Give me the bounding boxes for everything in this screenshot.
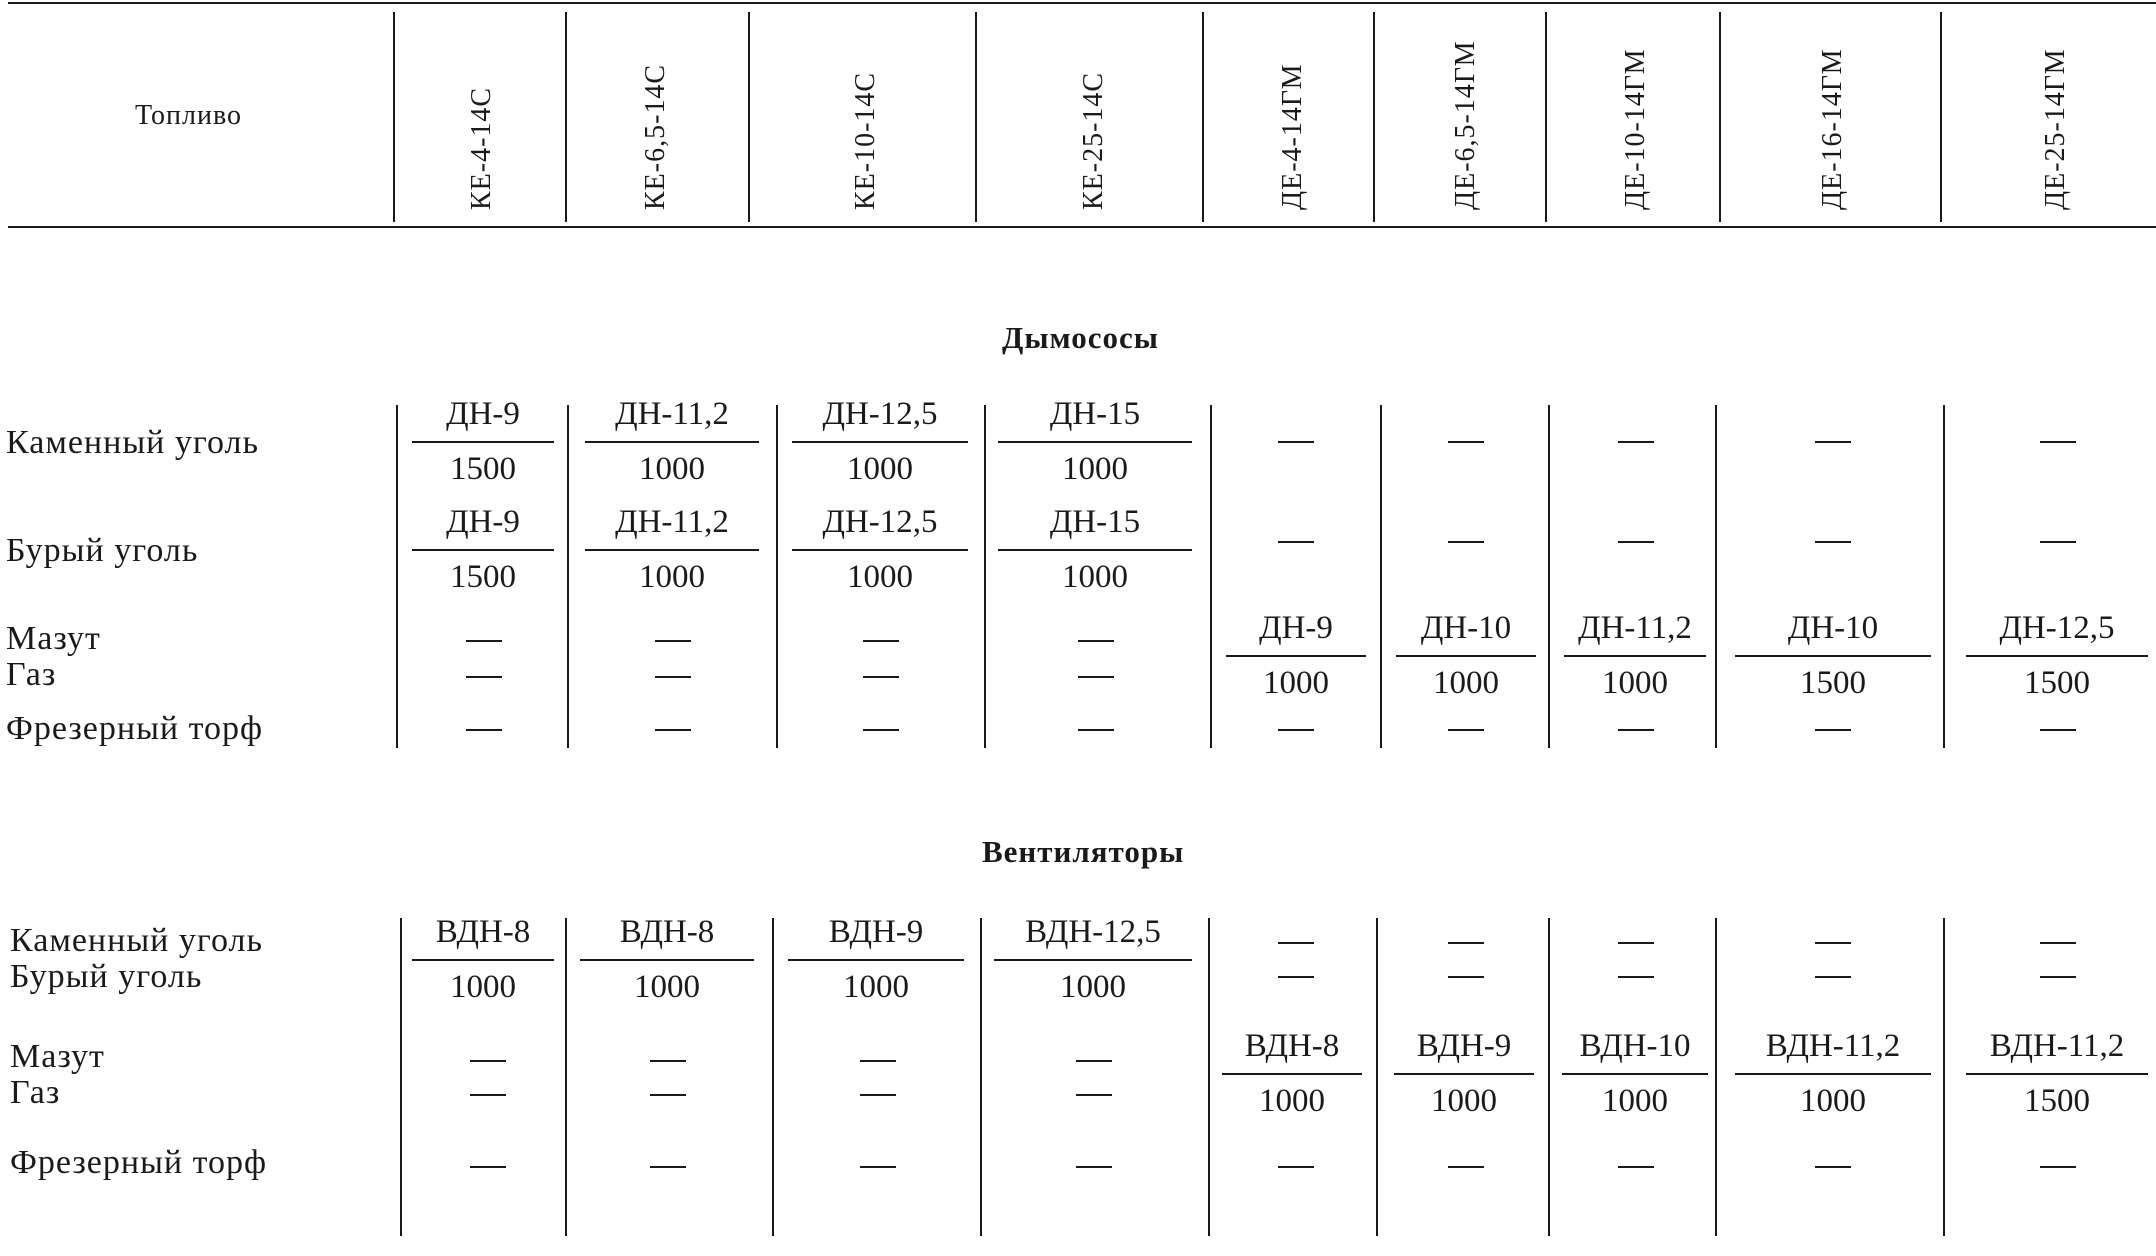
header-divider <box>1202 12 1204 222</box>
fraction-cell: ДН-12,5 1000 <box>792 398 968 486</box>
header-divider <box>975 12 977 222</box>
column-divider <box>1208 918 1210 1236</box>
fraction-cell: ДН-11,2 1000 <box>585 506 759 594</box>
empty-cell-dash <box>1078 676 1114 678</box>
fraction-cell: ДН-12,5 1500 <box>1966 612 2148 700</box>
empty-cell-dash <box>2040 541 2076 543</box>
empty-cell-dash <box>1076 1166 1112 1168</box>
empty-cell-dash <box>1815 729 1851 731</box>
column-divider <box>776 405 778 748</box>
row-label-milled-peat: Фрезерный торф <box>6 710 264 747</box>
empty-cell-dash <box>470 1094 506 1096</box>
empty-cell-dash <box>1618 976 1654 978</box>
empty-cell-dash <box>1618 1166 1654 1168</box>
row-label-gas: Газ <box>6 656 57 693</box>
fraction-cell: ВДН-8 1000 <box>1222 1030 1362 1118</box>
empty-cell-dash <box>1278 441 1314 443</box>
column-divider <box>1943 405 1945 748</box>
empty-cell-dash <box>1618 942 1654 944</box>
column-divider <box>980 918 982 1236</box>
empty-cell-dash <box>650 1094 686 1096</box>
empty-cell-dash <box>1278 942 1314 944</box>
empty-cell-dash <box>1815 441 1851 443</box>
empty-cell-dash <box>470 1166 506 1168</box>
column-divider <box>1376 918 1378 1236</box>
fraction-cell: ДН-12,5 1000 <box>792 506 968 594</box>
header-divider <box>1719 12 1721 222</box>
empty-cell-dash <box>860 1166 896 1168</box>
fraction-cell: ДН-15 1000 <box>998 506 1192 594</box>
fraction-cell: ВДН-8 1000 <box>580 916 754 1004</box>
header-divider <box>1940 12 1942 222</box>
fraction-cell: ВДН-9 1000 <box>1394 1030 1534 1118</box>
fraction-cell: ВДН-9 1000 <box>788 916 964 1004</box>
fraction-cell: ДН-11,2 1000 <box>1564 612 1706 700</box>
column-divider <box>565 918 567 1236</box>
header-top-rule <box>8 2 2156 4</box>
empty-cell-dash <box>860 1060 896 1062</box>
header-divider <box>393 12 395 222</box>
column-divider <box>1548 405 1550 748</box>
row-label-milled-peat: Фрезерный торф <box>10 1144 268 1181</box>
empty-cell-dash <box>2040 441 2076 443</box>
empty-cell-dash <box>1278 976 1314 978</box>
fuel-column-header: Топливо <box>135 100 242 131</box>
empty-cell-dash <box>1078 640 1114 642</box>
fraction-cell: ДН-11,2 1000 <box>585 398 759 486</box>
empty-cell-dash <box>1076 1060 1112 1062</box>
empty-cell-dash <box>470 1060 506 1062</box>
column-divider <box>400 918 402 1236</box>
empty-cell-dash <box>1448 942 1484 944</box>
empty-cell-dash <box>2040 729 2076 731</box>
fraction-cell: ДН-15 1000 <box>998 398 1192 486</box>
section-title-fans: Вентиляторы <box>982 834 1185 869</box>
fraction-cell: ВДН-11,2 1500 <box>1966 1030 2148 1118</box>
empty-cell-dash <box>466 729 502 731</box>
header-divider <box>748 12 750 222</box>
empty-cell-dash <box>1815 1166 1851 1168</box>
empty-cell-dash <box>1448 541 1484 543</box>
empty-cell-dash <box>1815 942 1851 944</box>
empty-cell-dash <box>650 1166 686 1168</box>
empty-cell-dash <box>1618 441 1654 443</box>
column-divider <box>1943 918 1945 1236</box>
empty-cell-dash <box>1448 441 1484 443</box>
empty-cell-dash <box>1448 1166 1484 1168</box>
empty-cell-dash <box>1448 976 1484 978</box>
empty-cell-dash <box>1618 541 1654 543</box>
row-label-fuel-oil: Мазут <box>10 1038 105 1075</box>
fraction-cell: ДН-10 1000 <box>1396 612 1536 700</box>
empty-cell-dash <box>860 1094 896 1096</box>
row-label-brown-coal: Бурый уголь <box>6 532 199 569</box>
empty-cell-dash <box>2040 976 2076 978</box>
empty-cell-dash <box>863 729 899 731</box>
row-label-brown-coal: Бурый уголь <box>10 958 203 995</box>
empty-cell-dash <box>1078 729 1114 731</box>
empty-cell-dash <box>650 1060 686 1062</box>
fraction-cell: ВДН-8 1000 <box>412 916 554 1004</box>
fraction-cell: ДН-9 1000 <box>1226 612 1366 700</box>
empty-cell-dash <box>1278 729 1314 731</box>
fraction-cell: ДН-9 1500 <box>412 506 554 594</box>
empty-cell-dash <box>2040 1166 2076 1168</box>
column-divider <box>1715 918 1717 1236</box>
row-label-hard-coal: Каменный уголь <box>6 424 259 461</box>
empty-cell-dash <box>2040 942 2076 944</box>
empty-cell-dash <box>1815 976 1851 978</box>
empty-cell-dash <box>1815 541 1851 543</box>
empty-cell-dash <box>655 676 691 678</box>
empty-cell-dash <box>863 640 899 642</box>
row-label-hard-coal: Каменный уголь <box>10 922 263 959</box>
fraction-cell: ДН-10 1500 <box>1735 612 1931 700</box>
fraction-cell: ВДН-10 1000 <box>1562 1030 1708 1118</box>
header-divider <box>565 12 567 222</box>
equipment-table-page: Топливо КЕ-4-14С КЕ-6,5-14С КЕ-10-14С КЕ-25-14С ДЕ-4-14ГМ ДЕ-6,5-14ГМ ДЕ-10-14ГМ ДЕ-16-14ГМ ДЕ-25-14ГМ Дымососы Каменный уголь Бурый уголь Мазут Газ Фрезерный торф ДН-9 1500 ДН-11,2 1000 ДН-12,5 1000 ДН-15 1000 ДН-9 1500 ДН-11,2 1000 ДН-12,5 1000 ДН-15 1000 ДН-9 1000 ДН-10 1000 ДН-11,2 1000 ДН-10 1500 ДН-12,5 1500 Вентиляторы Каменный уголь Бурый уголь Мазут Газ Фрезерный торф ВДН-8 1000 ВДН-8 1000 ВДН-9 1000 ВДН-12,5 1000 ВДН-8 1000 ВДН-9 1000 ВДН-10 1000 ВДН-11,2 1000 ВДН-11,2 1500 <box>0 0 2156 1256</box>
empty-cell-dash <box>1076 1094 1112 1096</box>
empty-cell-dash <box>466 676 502 678</box>
empty-cell-dash <box>466 640 502 642</box>
section-title-smoke-exhausters: Дымососы <box>1002 320 1159 355</box>
empty-cell-dash <box>863 676 899 678</box>
header-bottom-rule <box>8 226 2156 228</box>
empty-cell-dash <box>1448 729 1484 731</box>
empty-cell-dash <box>1278 1166 1314 1168</box>
column-divider <box>396 405 398 748</box>
column-divider <box>1548 918 1550 1236</box>
empty-cell-dash <box>655 640 691 642</box>
fraction-cell: ВДН-11,2 1000 <box>1735 1030 1931 1118</box>
fraction-cell: ВДН-12,5 1000 <box>994 916 1192 1004</box>
column-divider <box>772 918 774 1236</box>
header-divider <box>1545 12 1547 222</box>
column-divider <box>1380 405 1382 748</box>
empty-cell-dash <box>1278 541 1314 543</box>
column-divider <box>1715 405 1717 748</box>
row-label-fuel-oil: Мазут <box>6 620 101 657</box>
row-label-gas: Газ <box>10 1074 61 1111</box>
empty-cell-dash <box>1618 729 1654 731</box>
fraction-cell: ДН-9 1500 <box>412 398 554 486</box>
column-divider <box>1210 405 1212 748</box>
column-divider <box>984 405 986 748</box>
column-divider <box>567 405 569 748</box>
header-divider <box>1373 12 1375 222</box>
empty-cell-dash <box>655 729 691 731</box>
